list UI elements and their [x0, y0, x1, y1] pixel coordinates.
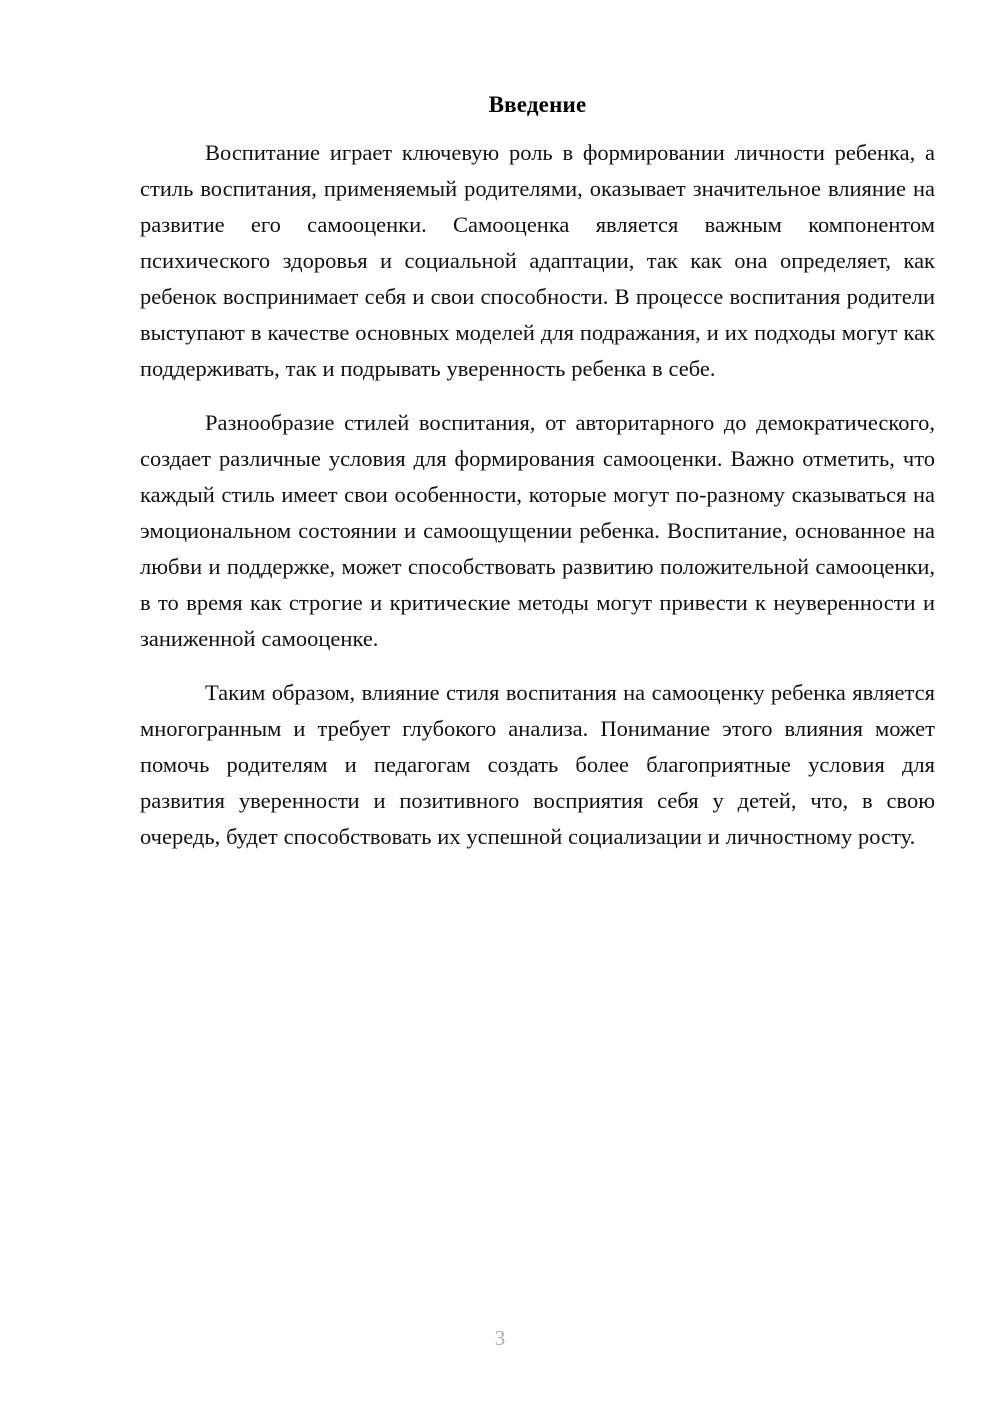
body-paragraph-3: Таким образом, влияние стиля воспитания на самооценку ребенка является многогранным и требует глубокого анализа. Понимание этого влияния может помочь родителям и педагогам создать более благоприятные условия для развития уверенности и позитивного восприятия себя у детей, что, в свою очередь, будет способствовать их успешной социализации и личностному росту.	[140, 680, 935, 849]
page-content	[140, 88, 935, 855]
page-title: Введение	[488, 92, 587, 117]
page-number: 3	[494, 1326, 506, 1350]
body-paragraph-2: Разнообразие стилей воспитания, от авторитарного до демократического, создает различные условия для формирования самооценки. Важно отметить, что каждый стиль имеет свои особенности, которые могут по-разному сказываться на эмоциональном состоянии и самоощущении ребенка. Воспитание, основанное на любви и поддержке, может способствовать развитию положительной самооценки, в то время как строгие и критические методы могут привести к неуверенности и заниженной самооценке.	[140, 410, 935, 651]
body-paragraph-1: Воспитание играет ключевую роль в формировании личности ребенка, а стиль воспитания, применяемый родителями, оказывает значительное влияние на развитие его самооценки. Самооценка является важным компонентом психического здоровья и социальной адаптации, так как она определяет, как ребенок воспринимает себя и свои способности. В процессе воспитания родители выступают в качестве основных моделей для подражания, и их подходы могут как поддерживать, так и подрывать уверенность ребенка в себе.	[140, 140, 935, 381]
